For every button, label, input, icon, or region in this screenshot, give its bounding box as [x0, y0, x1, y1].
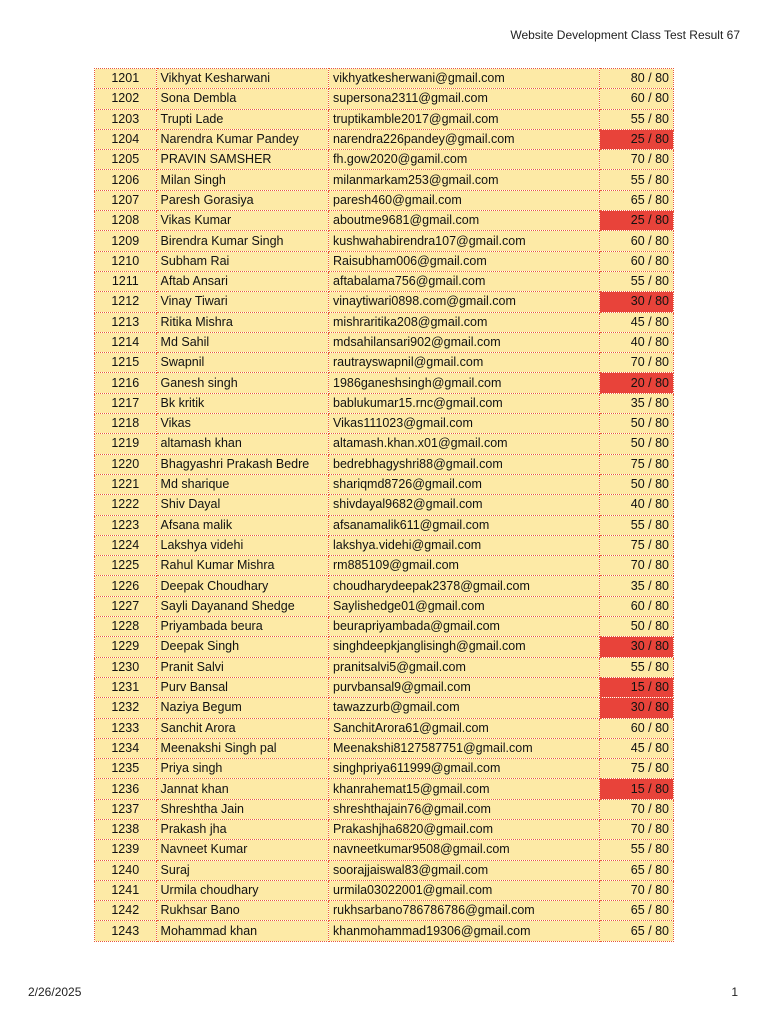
student-id-cell: 1215	[95, 353, 157, 373]
student-id-cell: 1241	[95, 880, 157, 900]
student-id-cell: 1230	[95, 657, 157, 677]
table-row	[95, 840, 674, 860]
student-id-cell: 1210	[95, 251, 157, 271]
table-row	[95, 921, 674, 941]
student-email-cell: singhdeepkjanglisingh@gmail.com	[329, 637, 600, 657]
score-cell: 60 / 80	[600, 596, 674, 616]
student-email-cell: fh.gow2020@gamil.com	[329, 150, 600, 170]
score-cell: 70 / 80	[600, 819, 674, 839]
student-name-cell: Pranit Salvi	[156, 657, 328, 677]
table-row	[95, 617, 674, 637]
student-id-cell: 1235	[95, 759, 157, 779]
score-cell: 50 / 80	[600, 434, 674, 454]
table-row	[95, 901, 674, 921]
score-cell: 15 / 80	[600, 779, 674, 799]
student-name-cell: Bk kritik	[156, 393, 328, 413]
student-name-cell: Milan Singh	[156, 170, 328, 190]
student-email-cell: urmila03022001@gmail.com	[329, 880, 600, 900]
table-row	[95, 799, 674, 819]
print-date: 2/26/2025	[28, 985, 82, 999]
student-name-cell: Shreshtha Jain	[156, 799, 328, 819]
student-name-cell: Naziya Begum	[156, 698, 328, 718]
student-name-cell: Jannat khan	[156, 779, 328, 799]
score-cell: 55 / 80	[600, 170, 674, 190]
student-name-cell: Deepak Singh	[156, 637, 328, 657]
student-id-cell: 1220	[95, 454, 157, 474]
score-cell: 25 / 80	[600, 129, 674, 149]
student-email-cell: Prakashjha6820@gmail.com	[329, 819, 600, 839]
score-cell: 75 / 80	[600, 454, 674, 474]
student-name-cell: Swapnil	[156, 353, 328, 373]
score-cell: 45 / 80	[600, 312, 674, 332]
student-email-cell: afsanamalik611@gmail.com	[329, 515, 600, 535]
student-name-cell: Md Sahil	[156, 332, 328, 352]
score-cell: 70 / 80	[600, 799, 674, 819]
student-email-cell: khanmohammad19306@gmail.com	[329, 921, 600, 941]
table-row	[95, 190, 674, 210]
score-cell: 15 / 80	[600, 677, 674, 697]
student-name-cell: Paresh Gorasiya	[156, 190, 328, 210]
score-cell: 65 / 80	[600, 190, 674, 210]
student-name-cell: Shiv Dayal	[156, 495, 328, 515]
student-name-cell: Trupti Lade	[156, 109, 328, 129]
student-name-cell: Birendra Kumar Singh	[156, 231, 328, 251]
score-cell: 70 / 80	[600, 150, 674, 170]
student-email-cell: Vikas111023@gmail.com	[329, 414, 600, 434]
student-name-cell: Lakshya videhi	[156, 535, 328, 555]
student-name-cell: Ritika Mishra	[156, 312, 328, 332]
student-id-cell: 1211	[95, 271, 157, 291]
student-id-cell: 1233	[95, 718, 157, 738]
student-name-cell: Vikas Kumar	[156, 211, 328, 231]
student-name-cell: Priyambada beura	[156, 617, 328, 637]
student-email-cell: tawazzurb@gmail.com	[329, 698, 600, 718]
student-id-cell: 1213	[95, 312, 157, 332]
student-email-cell: rukhsarbano786786786@gmail.com	[329, 901, 600, 921]
student-id-cell: 1239	[95, 840, 157, 860]
student-name-cell: Purv Bansal	[156, 677, 328, 697]
score-cell: 55 / 80	[600, 515, 674, 535]
student-email-cell: vinaytiwari0898.com@gmail.com	[329, 292, 600, 312]
student-id-cell: 1212	[95, 292, 157, 312]
table-row	[95, 556, 674, 576]
score-cell: 60 / 80	[600, 231, 674, 251]
student-name-cell: Urmila choudhary	[156, 880, 328, 900]
student-id-cell: 1219	[95, 434, 157, 454]
score-cell: 70 / 80	[600, 353, 674, 373]
table-row	[95, 515, 674, 535]
table-row	[95, 718, 674, 738]
student-email-cell: Meenakshi8127587751@gmail.com	[329, 738, 600, 758]
student-email-cell: shivdayal9682@gmail.com	[329, 495, 600, 515]
student-id-cell: 1208	[95, 211, 157, 231]
student-id-cell: 1228	[95, 617, 157, 637]
table-row	[95, 738, 674, 758]
student-email-cell: khanrahemat15@gmail.com	[329, 779, 600, 799]
score-cell: 55 / 80	[600, 271, 674, 291]
score-cell: 70 / 80	[600, 880, 674, 900]
table-row	[95, 332, 674, 352]
student-id-cell: 1222	[95, 495, 157, 515]
student-id-cell: 1224	[95, 535, 157, 555]
student-id-cell: 1217	[95, 393, 157, 413]
score-cell: 40 / 80	[600, 495, 674, 515]
page-number: 1	[731, 985, 738, 999]
table-row	[95, 69, 674, 89]
student-id-cell: 1236	[95, 779, 157, 799]
score-cell: 45 / 80	[600, 738, 674, 758]
score-cell: 60 / 80	[600, 89, 674, 109]
score-cell: 60 / 80	[600, 251, 674, 271]
student-id-cell: 1231	[95, 677, 157, 697]
student-id-cell: 1207	[95, 190, 157, 210]
student-email-cell: mishraritika208@gmail.com	[329, 312, 600, 332]
student-name-cell: Afsana malik	[156, 515, 328, 535]
score-cell: 30 / 80	[600, 292, 674, 312]
table-row	[95, 373, 674, 393]
student-name-cell: Narendra Kumar Pandey	[156, 129, 328, 149]
student-id-cell: 1205	[95, 150, 157, 170]
student-id-cell: 1202	[95, 89, 157, 109]
score-cell: 30 / 80	[600, 698, 674, 718]
student-id-cell: 1243	[95, 921, 157, 941]
student-name-cell: Bhagyashri Prakash Bedre	[156, 454, 328, 474]
table-row	[95, 779, 674, 799]
student-id-cell: 1209	[95, 231, 157, 251]
student-email-cell: choudharydeepak2378@gmail.com	[329, 576, 600, 596]
student-email-cell: pranitsalvi5@gmail.com	[329, 657, 600, 677]
student-email-cell: 1986ganeshsingh@gmail.com	[329, 373, 600, 393]
student-email-cell: truptikamble2017@gmail.com	[329, 109, 600, 129]
score-cell: 75 / 80	[600, 759, 674, 779]
student-id-cell: 1216	[95, 373, 157, 393]
student-email-cell: rm885109@gmail.com	[329, 556, 600, 576]
student-name-cell: Vikas	[156, 414, 328, 434]
student-name-cell: Meenakshi Singh pal	[156, 738, 328, 758]
table-row	[95, 657, 674, 677]
table-row	[95, 129, 674, 149]
score-cell: 20 / 80	[600, 373, 674, 393]
score-cell: 50 / 80	[600, 414, 674, 434]
table-row	[95, 759, 674, 779]
table-row	[95, 170, 674, 190]
table-row	[95, 819, 674, 839]
score-cell: 35 / 80	[600, 576, 674, 596]
table-row	[95, 292, 674, 312]
student-email-cell: kushwahabirendra107@gmail.com	[329, 231, 600, 251]
student-id-cell: 1232	[95, 698, 157, 718]
score-cell: 50 / 80	[600, 617, 674, 637]
student-name-cell: PRAVIN SAMSHER	[156, 150, 328, 170]
table-row	[95, 231, 674, 251]
student-name-cell: Vikhyat Kesharwani	[156, 69, 328, 89]
student-name-cell: Aftab Ansari	[156, 271, 328, 291]
student-email-cell: Raisubham006@gmail.com	[329, 251, 600, 271]
table-row	[95, 454, 674, 474]
score-cell: 25 / 80	[600, 211, 674, 231]
score-cell: 80 / 80	[600, 69, 674, 89]
score-cell: 65 / 80	[600, 860, 674, 880]
score-cell: 70 / 80	[600, 556, 674, 576]
student-id-cell: 1240	[95, 860, 157, 880]
student-id-cell: 1238	[95, 819, 157, 839]
student-email-cell: supersona2311@gmail.com	[329, 89, 600, 109]
score-cell: 55 / 80	[600, 109, 674, 129]
score-cell: 55 / 80	[600, 840, 674, 860]
student-name-cell: Vinay Tiwari	[156, 292, 328, 312]
student-id-cell: 1227	[95, 596, 157, 616]
student-id-cell: 1226	[95, 576, 157, 596]
table-row	[95, 109, 674, 129]
student-id-cell: 1242	[95, 901, 157, 921]
student-email-cell: altamash.khan.x01@gmail.com	[329, 434, 600, 454]
student-email-cell: rautrayswapnil@gmail.com	[329, 353, 600, 373]
student-id-cell: 1204	[95, 129, 157, 149]
student-email-cell: singhpriya611999@gmail.com	[329, 759, 600, 779]
results-table	[94, 68, 674, 942]
student-email-cell: navneetkumar9508@gmail.com	[329, 840, 600, 860]
student-name-cell: Sona Dembla	[156, 89, 328, 109]
student-email-cell: purvbansal9@gmail.com	[329, 677, 600, 697]
student-email-cell: bablukumar15.rnc@gmail.com	[329, 393, 600, 413]
student-email-cell: aftabalama756@gmail.com	[329, 271, 600, 291]
student-email-cell: Saylishedge01@gmail.com	[329, 596, 600, 616]
table-row	[95, 698, 674, 718]
table-row	[95, 271, 674, 291]
table-row	[95, 414, 674, 434]
table-row	[95, 860, 674, 880]
student-email-cell: SanchitArora61@gmail.com	[329, 718, 600, 738]
student-id-cell: 1221	[95, 474, 157, 494]
table-row	[95, 576, 674, 596]
score-cell: 65 / 80	[600, 921, 674, 941]
table-row	[95, 150, 674, 170]
student-email-cell: milanmarkam253@gmail.com	[329, 170, 600, 190]
student-name-cell: Sanchit Arora	[156, 718, 328, 738]
score-cell: 60 / 80	[600, 718, 674, 738]
table-row	[95, 434, 674, 454]
student-name-cell: Rahul Kumar Mishra	[156, 556, 328, 576]
score-cell: 35 / 80	[600, 393, 674, 413]
table-row	[95, 677, 674, 697]
student-name-cell: Mohammad khan	[156, 921, 328, 941]
student-name-cell: Priya singh	[156, 759, 328, 779]
table-row	[95, 596, 674, 616]
student-id-cell: 1201	[95, 69, 157, 89]
student-name-cell: Prakash jha	[156, 819, 328, 839]
table-row	[95, 637, 674, 657]
student-name-cell: altamash khan	[156, 434, 328, 454]
results-table-body	[95, 69, 674, 942]
student-email-cell: mdsahilansari902@gmail.com	[329, 332, 600, 352]
student-id-cell: 1214	[95, 332, 157, 352]
table-row	[95, 353, 674, 373]
student-email-cell: beurapriyambada@gmail.com	[329, 617, 600, 637]
student-email-cell: shariqmd8726@gmail.com	[329, 474, 600, 494]
student-name-cell: Sayli Dayanand Shedge	[156, 596, 328, 616]
student-id-cell: 1237	[95, 799, 157, 819]
student-email-cell: paresh460@gmail.com	[329, 190, 600, 210]
student-name-cell: Md sharique	[156, 474, 328, 494]
table-row	[95, 474, 674, 494]
student-name-cell: Navneet Kumar	[156, 840, 328, 860]
student-email-cell: narendra226pandey@gmail.com	[329, 129, 600, 149]
student-name-cell: Subham Rai	[156, 251, 328, 271]
score-cell: 75 / 80	[600, 535, 674, 555]
table-row	[95, 251, 674, 271]
student-id-cell: 1225	[95, 556, 157, 576]
student-id-cell: 1206	[95, 170, 157, 190]
student-email-cell: lakshya.videhi@gmail.com	[329, 535, 600, 555]
student-name-cell: Rukhsar Bano	[156, 901, 328, 921]
student-id-cell: 1234	[95, 738, 157, 758]
student-email-cell: vikhyatkesherwani@gmail.com	[329, 69, 600, 89]
student-id-cell: 1203	[95, 109, 157, 129]
table-row	[95, 880, 674, 900]
score-cell: 40 / 80	[600, 332, 674, 352]
student-name-cell: Ganesh singh	[156, 373, 328, 393]
student-email-cell: soorajjaiswal83@gmail.com	[329, 860, 600, 880]
table-row	[95, 495, 674, 515]
student-email-cell: aboutme9681@gmail.com	[329, 211, 600, 231]
student-email-cell: bedrebhagyshri88@gmail.com	[329, 454, 600, 474]
page-title: Website Development Class Test Result 67	[510, 28, 740, 42]
table-row	[95, 89, 674, 109]
score-cell: 65 / 80	[600, 901, 674, 921]
student-name-cell: Suraj	[156, 860, 328, 880]
student-id-cell: 1218	[95, 414, 157, 434]
table-row	[95, 312, 674, 332]
score-cell: 55 / 80	[600, 657, 674, 677]
student-id-cell: 1223	[95, 515, 157, 535]
student-name-cell: Deepak Choudhary	[156, 576, 328, 596]
table-row	[95, 393, 674, 413]
table-row	[95, 211, 674, 231]
score-cell: 50 / 80	[600, 474, 674, 494]
score-cell: 30 / 80	[600, 637, 674, 657]
student-email-cell: shreshthajain76@gmail.com	[329, 799, 600, 819]
student-id-cell: 1229	[95, 637, 157, 657]
table-row	[95, 535, 674, 555]
